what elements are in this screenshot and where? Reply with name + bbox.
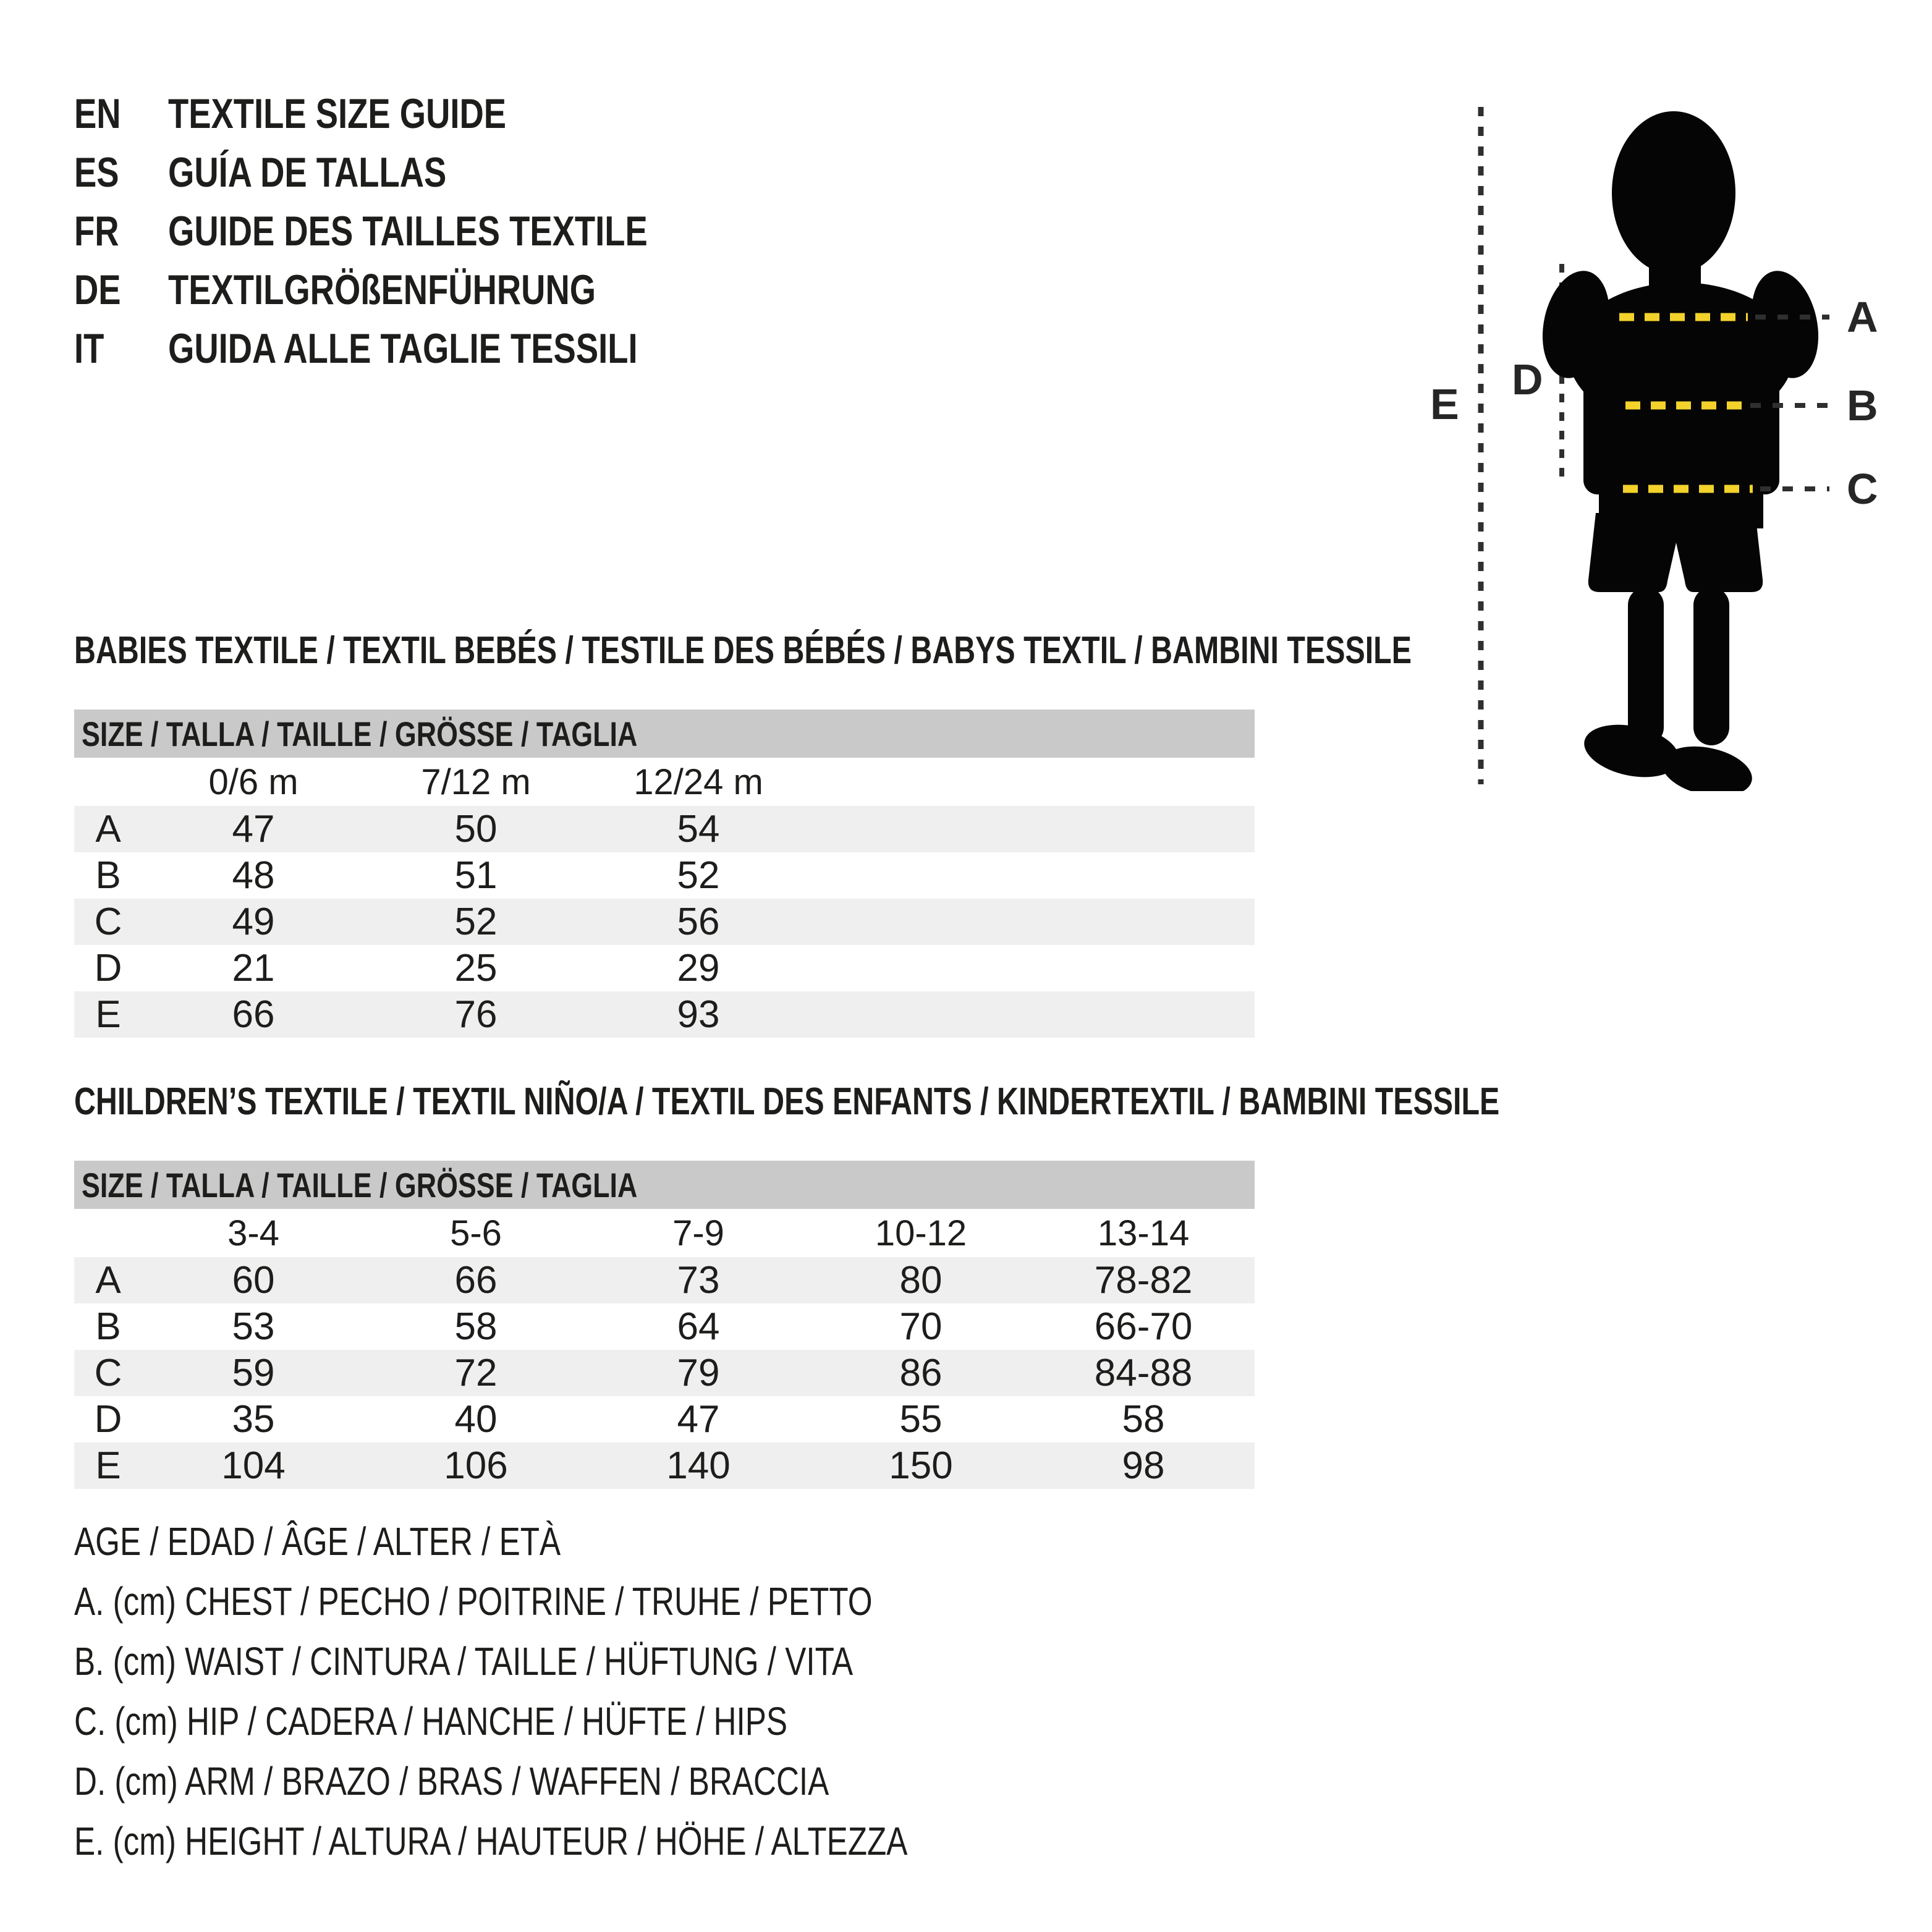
babies-section-title-text: BABIES TEXTILE / TEXTIL BEBÉS / TESTILE DES BÉBÉS / BABYS TEXTIL / BAMBINI TESSILE [74,629,1412,672]
cell-value: 49 [232,900,275,943]
cell-value: 50 [454,808,498,850]
size-header-text: SIZE / TALLA / TAILLE / GRÖSSE / TAGLIA [82,1165,638,1205]
table-row [74,1396,1255,1443]
row-label: C [94,1352,122,1394]
legend-height: E. (cm) HEIGHT / ALTURA / HAUTEUR / HÖHE / ALTEZZA [74,1819,908,1863]
measure-label-b: B [1847,381,1878,430]
cell-value: 58 [1122,1398,1165,1441]
column-header-empty [810,758,1032,806]
cell-value: 48 [232,854,275,897]
cell-empty [1032,899,1255,945]
cell-value: 70 [899,1305,943,1348]
table-header-row [74,1161,1255,1209]
cell-value: 47 [677,1398,720,1441]
measurement-diagram [1421,80,1932,791]
babies-size-table [74,710,1255,1038]
cell-value: 66 [454,1259,498,1302]
column-header-row [74,758,1255,806]
row-label: D [94,1398,122,1441]
table-row [74,1350,1255,1396]
cell-empty [810,852,1032,899]
language-code: FR [74,208,119,255]
table-row [74,945,1255,991]
cell-value: 52 [454,900,498,943]
cell-value: 140 [666,1444,731,1487]
cell-value: 35 [232,1398,275,1441]
row-label: E [95,1444,121,1487]
cell-empty [810,806,1032,852]
measure-label-e: E [1430,380,1459,428]
corner-cell [74,758,142,806]
cell-value: 47 [232,808,275,850]
cell-value: 56 [677,900,720,943]
cell-value: 98 [1122,1444,1165,1487]
column-header: 10-12 [875,1213,967,1253]
table-header-row [74,710,1255,758]
cell-value: 59 [232,1352,275,1394]
column-header: 7/12 m [421,761,531,802]
legend-age: AGE / EDAD / ÂGE / ALTER / ETÀ [74,1519,561,1564]
cell-value: 25 [454,947,498,989]
language-code: IT [74,325,104,372]
cell-value: 64 [677,1305,720,1348]
cell-value: 58 [454,1305,498,1348]
cell-empty [1032,806,1255,852]
table-row [74,1443,1255,1489]
cell-value: 150 [889,1444,953,1487]
legend-hip: C. (cm) HIP / CADERA / HANCHE / HÜFTE / HIPS [74,1699,788,1743]
column-header-empty [1032,758,1255,806]
cell-value: 29 [677,947,720,989]
babies-section-title [74,629,1789,672]
cell-value: 54 [677,808,720,850]
children-size-table [74,1161,1255,1489]
children-section-title-text: CHILDREN’S TEXTILE / TEXTIL NIÑO/A / TEXTIL DES ENFANTS / KINDERTEXTIL / BAMBINI TESSILE [74,1080,1500,1123]
table-row [74,1303,1255,1350]
size-header-text: SIZE / TALLA / TAILLE / GRÖSSE / TAGLIA [82,714,638,753]
cell-value: 21 [232,947,275,989]
table-row [74,899,1255,945]
row-label: A [95,1259,121,1302]
measure-label-d: D [1512,355,1543,404]
cell-value: 86 [899,1352,943,1394]
cell-value: 66-70 [1094,1305,1193,1348]
guide-title: TEXTILE SIZE GUIDE [168,90,507,137]
cell-empty [810,899,1032,945]
column-header: 3-4 [227,1213,279,1253]
language-row [74,208,648,255]
row-label: E [95,993,121,1036]
column-header-row [74,1209,1255,1257]
legend-chest: A. (cm) CHEST / PECHO / POITRINE / TRUHE / PETTO [74,1579,873,1624]
cell-value: 73 [677,1259,720,1302]
language-row [74,266,648,313]
language-code: ES [74,149,119,196]
guide-title: GUÍA DE TALLAS [168,149,447,196]
measurement-legend [74,1519,1116,1881]
language-row [74,149,648,196]
column-header: 7-9 [672,1213,724,1253]
size-header-bar [74,710,1255,758]
cell-value: 76 [454,993,498,1036]
cell-value: 104 [221,1444,286,1487]
cell-empty [1032,852,1255,899]
column-header: 5-6 [450,1213,502,1253]
guide-title: TEXTILGRÖßENFÜHRUNG [168,266,596,313]
cell-value: 106 [444,1444,508,1487]
language-code: EN [74,90,121,137]
children-section-title [74,1080,1902,1123]
column-header: 0/6 m [208,761,299,802]
cell-empty [1032,991,1255,1038]
cell-value: 52 [677,854,720,897]
size-header-bar [74,1161,1255,1209]
cell-value: 84-88 [1094,1352,1193,1394]
cell-value: 53 [232,1305,275,1348]
cell-value: 80 [899,1259,943,1302]
row-label: C [94,900,122,943]
guide-title: GUIDA ALLE TAGLIE TESSILI [168,325,638,372]
column-header: 13-14 [1097,1213,1190,1253]
cell-value: 51 [454,854,498,897]
table-row [74,852,1255,899]
cell-value: 72 [454,1352,498,1394]
table-row [74,806,1255,852]
cell-empty [810,945,1032,991]
row-label: A [95,808,121,850]
guide-title: GUIDE DES TAILLES TEXTILE [168,208,648,255]
language-row [74,325,648,372]
cell-value: 78-82 [1094,1259,1193,1302]
cell-value: 79 [677,1352,720,1394]
row-label: B [95,1305,121,1348]
legend-waist: B. (cm) WAIST / CINTURA / TAILLE / HÜFTUNG / VITA [74,1639,854,1684]
language-row [74,90,648,137]
legend-arm: D. (cm) ARM / BRAZO / BRAS / WAFFEN / BRACCIA [74,1759,829,1803]
row-label: B [95,854,121,897]
row-label: D [94,947,122,989]
cell-value: 66 [232,993,275,1036]
cell-value: 60 [232,1259,275,1302]
cell-empty [1032,945,1255,991]
cell-empty [810,991,1032,1038]
cell-value: 93 [677,993,720,1036]
measure-label-a: A [1847,293,1878,341]
language-code: DE [74,266,121,313]
child-silhouette-figure [1533,111,1828,791]
language-title-list [74,90,791,386]
corner-cell [74,1209,142,1257]
cell-value: 55 [899,1398,943,1441]
table-row [74,1257,1255,1303]
measure-label-c: C [1847,465,1878,513]
column-header: 12/24 m [633,761,763,802]
table-row [74,991,1255,1038]
cell-value: 40 [454,1398,498,1441]
